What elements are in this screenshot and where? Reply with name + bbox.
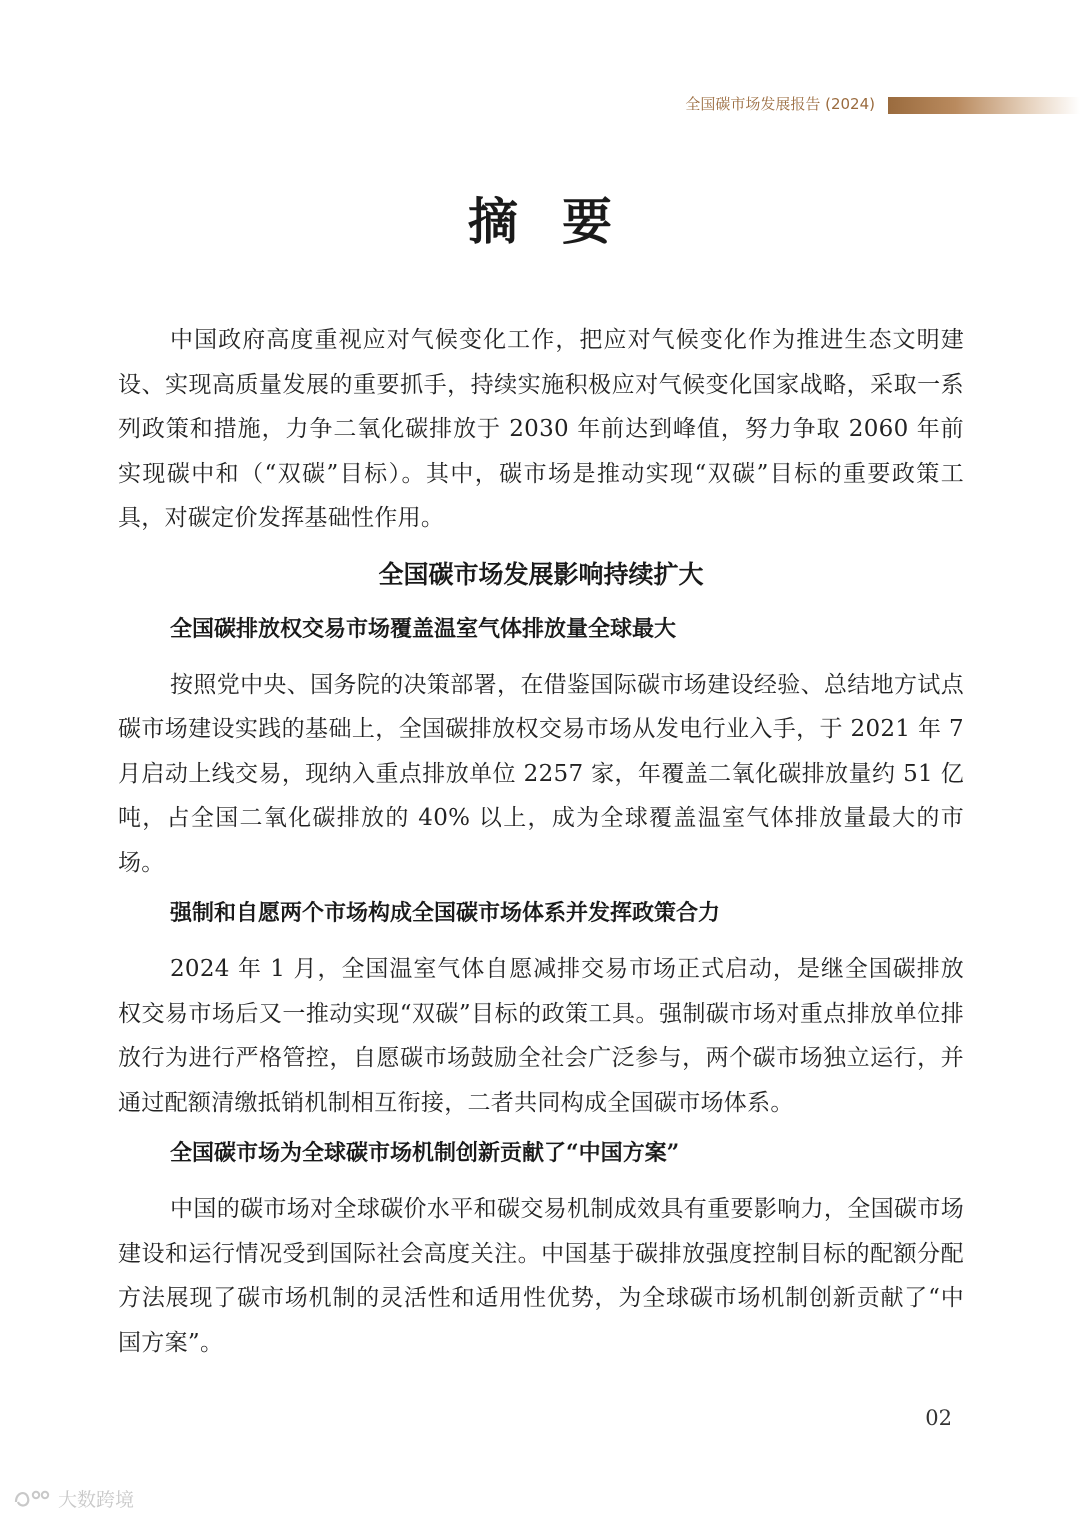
subsection-heading-3: 全国碳市场为全球碳市场机制创新贡献了“中国方案” xyxy=(170,1140,680,1166)
watermark-text: 大数跨境 xyxy=(58,1488,135,1511)
page-title: 摘要 xyxy=(468,192,656,251)
brand-logo-icon xyxy=(12,1486,52,1510)
section-title: 全国碳市场发展影响持续扩大 xyxy=(378,559,704,589)
header-gradient-bar xyxy=(888,97,1080,114)
report-title: 全国碳市场发展报告 (2024) xyxy=(685,95,875,113)
subsection-paragraph-1: 按照党中央、国务院的决策部署，在借鉴国际碳市场建设经验、总结地方试点碳市场建设实践的基础上，全国碳排放权交易市场从发电行业入手，于 2021 年 7 月启动上线交易，现纳入重点排放单位 2257 家，年覆盖二氧化碳排放量约 51 亿吨，占全国二氧化碳排放的 40% 以上，成为全球覆盖温室气体排放量最大的市场。 xyxy=(118,671,964,876)
running-header xyxy=(0,92,1080,118)
page-number: 02 xyxy=(925,1406,952,1430)
subsection-heading-1: 全国碳排放权交易市场覆盖温室气体排放量全球最大 xyxy=(170,615,677,642)
intro-paragraph: 中国政府高度重视应对气候变化工作，把应对气候变化作为推进生态文明建设、实现高质量发展的重要抓手，持续实施积极应对气候变化国家战略，采取一系列政策和措施，力争二氧化碳排放于 2030 年前达到峰值，努力争取 2060 年前实现碳中和（“双碳”目标）。其中，碳市场是推动实现“双碳”目标的重要政策工具，对碳定价发挥基础性作用。 xyxy=(118,327,964,531)
main-content xyxy=(118,318,964,1365)
subsection-heading-2: 强制和自愿两个市场构成全国碳市场体系并发挥政策合力 xyxy=(170,900,721,926)
subsection-paragraph-2: 2024 年 1 月，全国温室气体自愿减排交易市场正式启动，是继全国碳排放权交易市场后又一推动实现“双碳”目标的政策工具。强制碳市场对重点排放单位排放行为进行严格管控，自愿碳市场鼓励全社会广泛参与，两个碳市场独立运行，并通过配额清缴抵销机制相互衔接，二者共同构成全国碳市场体系。 xyxy=(118,956,964,1116)
watermark xyxy=(12,1483,134,1513)
subsection-paragraph-3: 中国的碳市场对全球碳价水平和碳交易机制成效具有重要影响力，全国碳市场建设和运行情况受到国际社会高度关注。中国基于碳排放强度控制目标的配额分配方法展现了碳市场机制的灵活性和适用性优势，为全球碳市场机制创新贡献了“中国方案”。 xyxy=(118,1196,964,1356)
